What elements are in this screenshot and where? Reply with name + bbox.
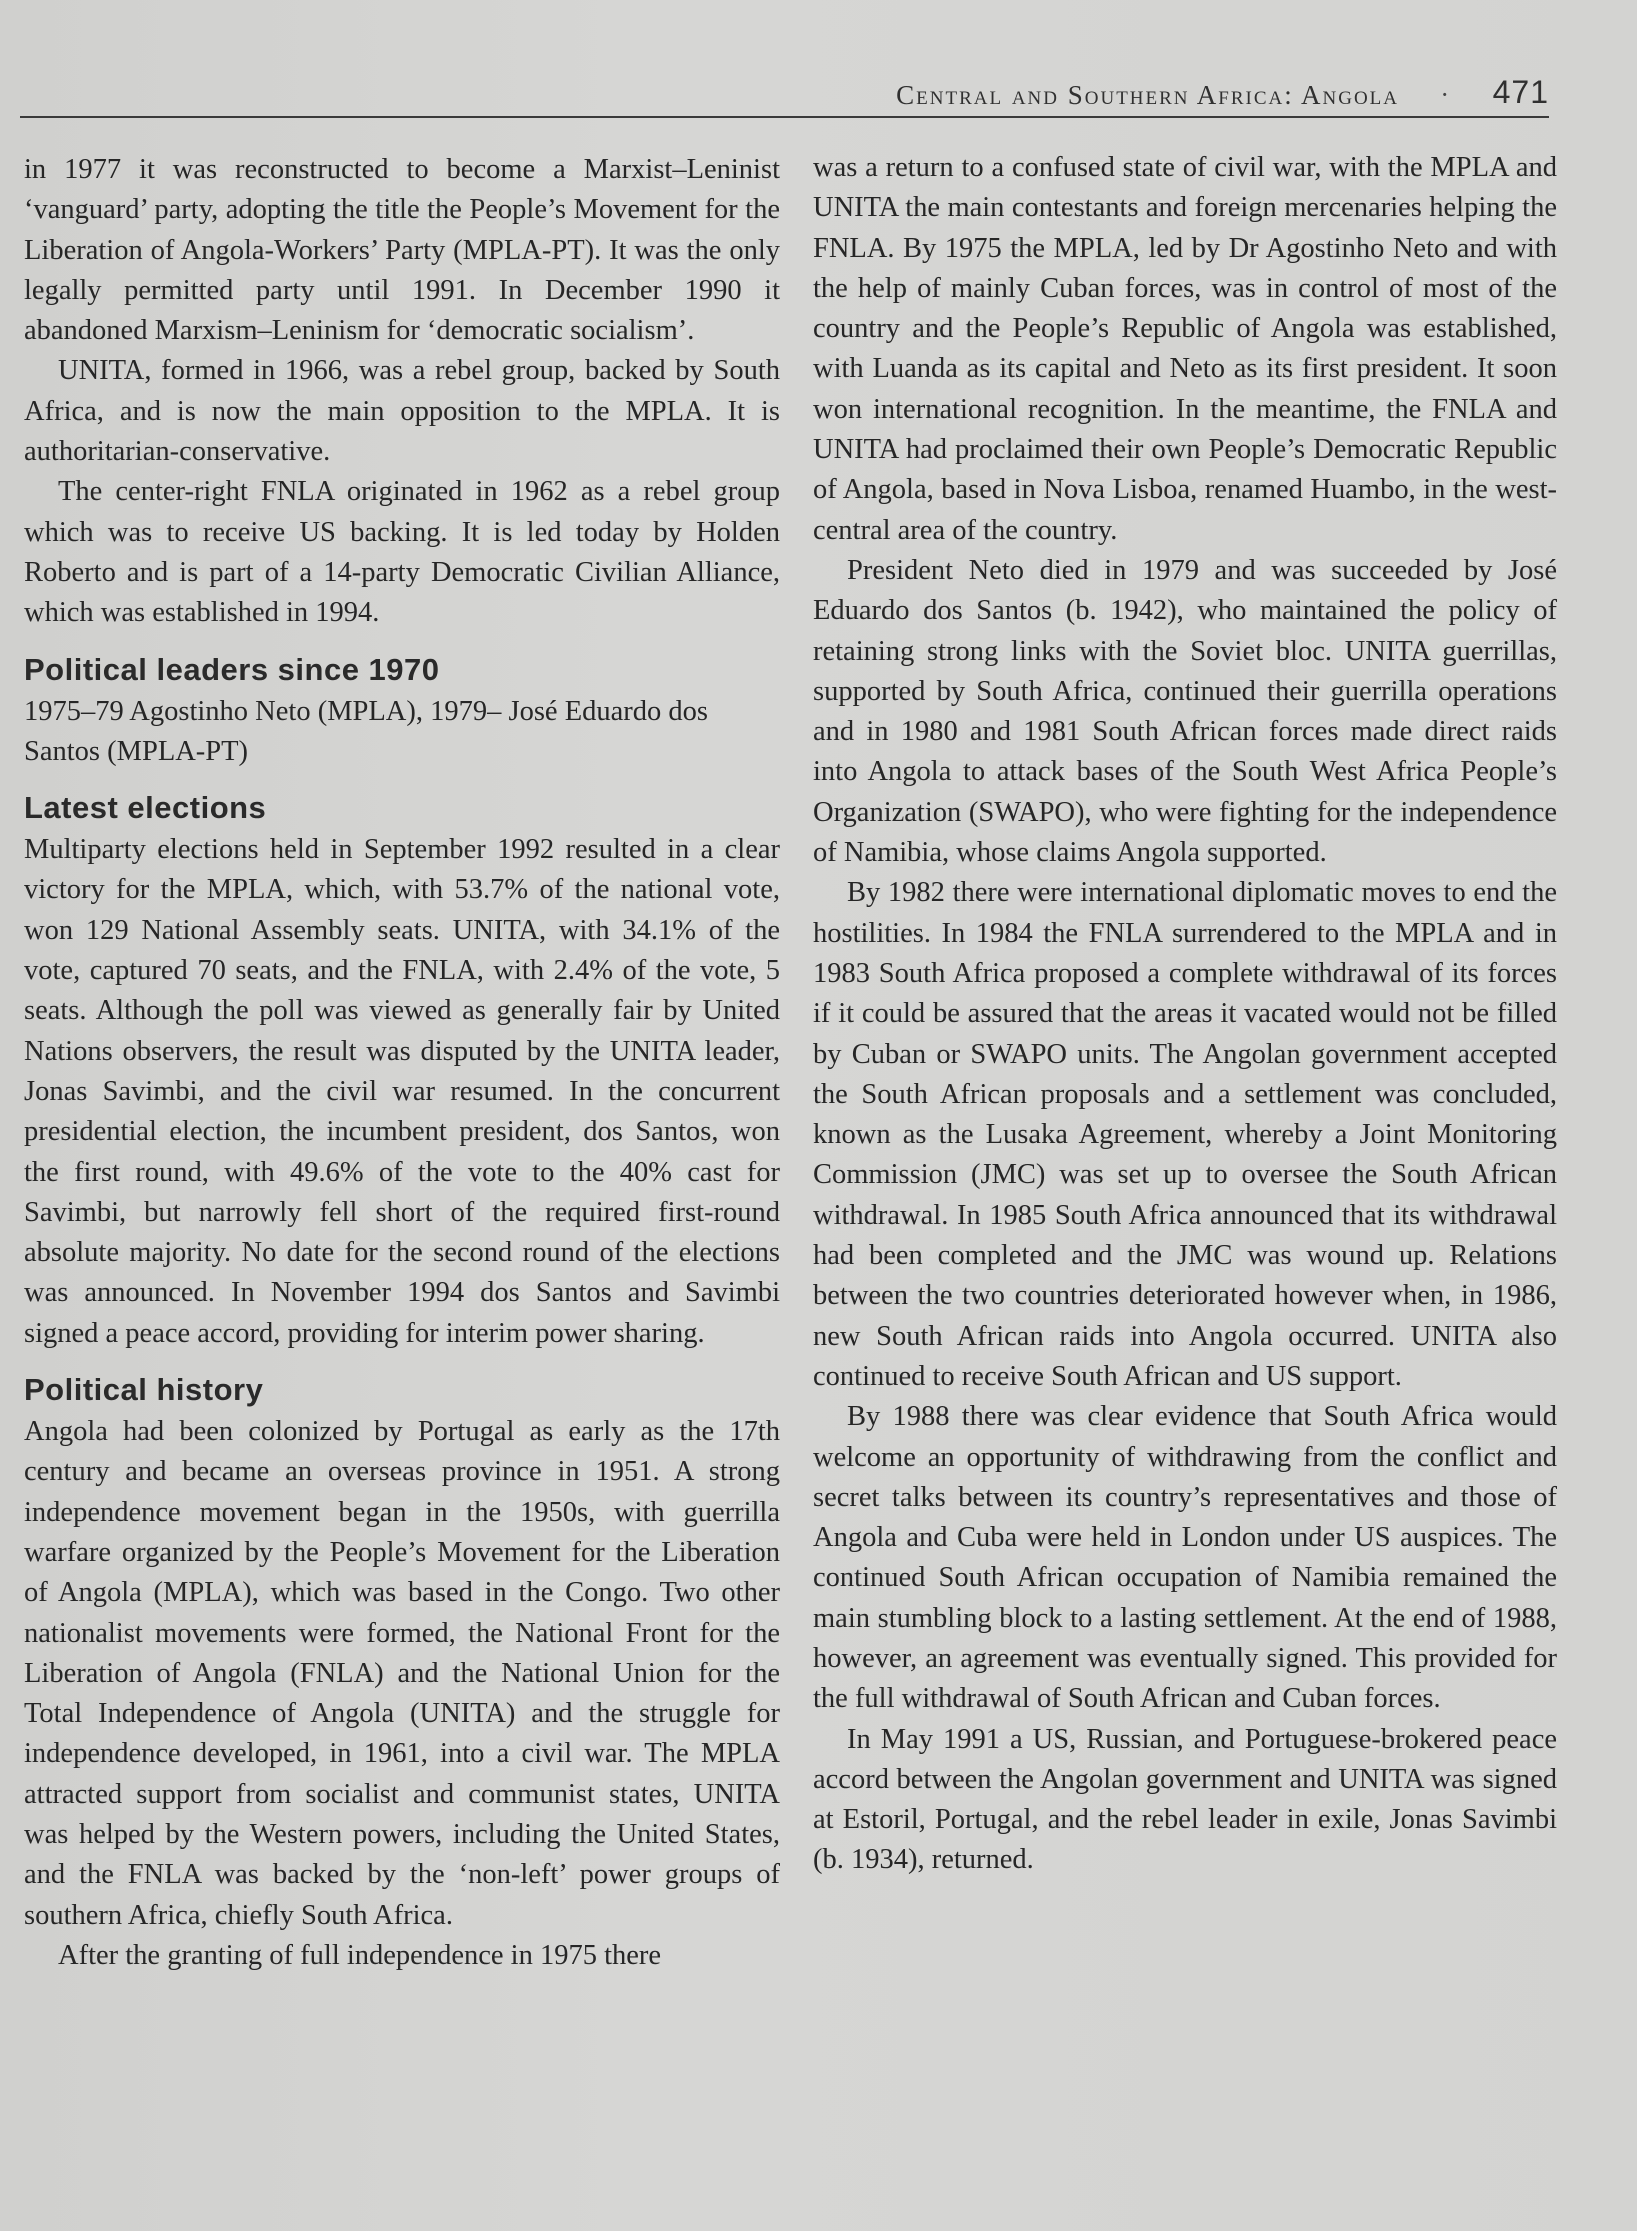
paragraph-leaders: 1975–79 Agostinho Neto (MPLA), 1979– José Eduardo dos Santos (MPLA-PT) bbox=[24, 695, 708, 767]
heading-political-history: Political history bbox=[24, 1372, 264, 1408]
right-column bbox=[813, 148, 1557, 1881]
paragraph-1982: By 1982 there were international diplomatic moves to end the hostilities. In 1984 the FNLA surrendered to the MPLA and in 1983 South Africa proposed a complete withdrawal of its forces if it could be assured that the areas it vacated would not be filled by Cuban or SWAPO units. The Angolan government accepted the South African proposals and a settlement was concluded, known as the Lusaka Agreement, whereby a Joint Monitoring Commission (JMC) was set up to oversee the South African withdrawal. In 1985 South Africa announced that its withdrawal had been completed and the JMC was wound up. Relations between the two countries deteriorated however when, in 1986, new South African raids into Angola occurred. UNITA also continued to receive South African and US support. bbox=[813, 877, 1557, 1392]
paragraph-neto: President Neto died in 1979 and was succeeded by José Eduardo dos Santos (b. 1942), who maintained the policy of retaining strong links with the Soviet bloc. UNITA guerrillas, supported by South Africa, continued their guerrilla operations and in 1980 and 1981 South African forces made direct raids into Angola to attack bases of the South West Africa People’s Organization (SWAPO), who were fighting for the independence of Namibia, whose claims Angola supported. bbox=[813, 554, 1557, 869]
paragraph-civil-war: was a return to a confused state of civil war, with the MPLA and UNITA the main contestants and foreign mercenaries helping the FNLA. By 1975 the MPLA, led by Dr Agostinho Neto and with the help of mainly Cuban forces, was in control of most of the country and the People’s Republic of Angola was established, with Luanda as its capital and Neto as its first president. It soon won international recognition. In the meantime, the FNLA and UNITA had proclaimed their own People’s Democratic Republic of Angola, based in Nova Lisboa, renamed Huambo, in the west-central area of the country. bbox=[813, 152, 1557, 546]
running-header bbox=[20, 70, 1549, 118]
paragraph-independence: After the granting of full independence in 1975 there bbox=[58, 1939, 662, 1971]
paragraph-fnla: The center-right FNLA originated in 1962 as a rebel group which was to receive US backing. It is led today by Holden Roberto and is part of a 14-party Democratic Civilian Alliance, which was established in 1994. bbox=[24, 476, 780, 629]
paragraph-unita: UNITA, formed in 1966, was a rebel group, backed by South Africa, and is now the main opposition to the MPLA. It is authoritarian-conservative. bbox=[24, 355, 780, 468]
paragraph-elections: Multiparty elections held in September 1992 resulted in a clear victory for the MPLA, which, with 53.7% of the national vote, won 129 National Assembly seats. UNITA, with 34.1% of the vote, captured 70 seats, and the FNLA, with 2.4% of the vote, 5 seats. Although the poll was viewed as generally fair by United Nations observers, the result was disputed by the UNITA leader, Jonas Savimbi, and the civil war resumed. In the concurrent presidential election, the incumbent president, dos Santos, won the first round, with 49.6% of the vote to the 40% cast for Savimbi, but narrowly fell short of the required first-round absolute majority. No date for the second round of the elections was announced. In November 1994 dos Santos and Savimbi signed a peace accord, providing for interim power sharing. bbox=[24, 834, 780, 1349]
page-number: 471 bbox=[1492, 74, 1549, 110]
left-column bbox=[24, 150, 780, 1976]
paragraph-mpla-intro: in 1977 it was reconstructed to become a Marxist–Leninist ‘vanguard’ party, adopting the title the People’s Movement for the Liberation of Angola-Workers’ Party (MPLA-PT). It was the only legally permitted party until 1991. In December 1990 it abandoned Marxism–Leninism for ‘democratic socialism’. bbox=[24, 154, 780, 347]
heading-political-leaders: Political leaders since 1970 bbox=[24, 651, 440, 687]
paragraph-1988: By 1988 there was clear evidence that South Africa would welcome an opportunity of withdrawing from the conflict and secret talks between its country’s representatives and those of Angola and Cuba were held in London under US auspices. The continued South African occupation of Namibia remained the main stumbling block to a lasting settlement. At the end of 1988, however, an agreement was eventually signed. This provided for the full withdrawal of South African and Cuban forces. bbox=[813, 1401, 1557, 1715]
paragraph-history: Angola had been colonized by Portugal as early as the 17th century and became an overseas province in 1951. A strong independence movement began in the 1950s, with guerrilla warfare organized by the People’s Movement for the Liberation of Angola (MPLA), which was based in the Congo. Two other nationalist movements were formed, the National Front for the Liberation of Angola (FNLA) and the National Union for the Total Independence of Angola (UNITA) and the struggle for independence developed, in 1961, into a civil war. The MPLA attracted support from socialist and communist states, UNITA was helped by the Western powers, including the United States, and the FNLA was backed by the ‘non-left’ power groups of southern Africa, chiefly South Africa. bbox=[24, 1416, 780, 1931]
heading-latest-elections: Latest elections bbox=[24, 790, 267, 826]
header-separator: · bbox=[1440, 80, 1449, 109]
section-title: Central and Southern Africa: Angola bbox=[896, 80, 1399, 110]
paragraph-1991: In May 1991 a US, Russian, and Portuguese-brokered peace accord between the Angolan government and UNITA was signed at Estoril, Portugal, and the rebel leader in exile, Jonas Savimbi (b. 1934), returned. bbox=[813, 1723, 1557, 1876]
